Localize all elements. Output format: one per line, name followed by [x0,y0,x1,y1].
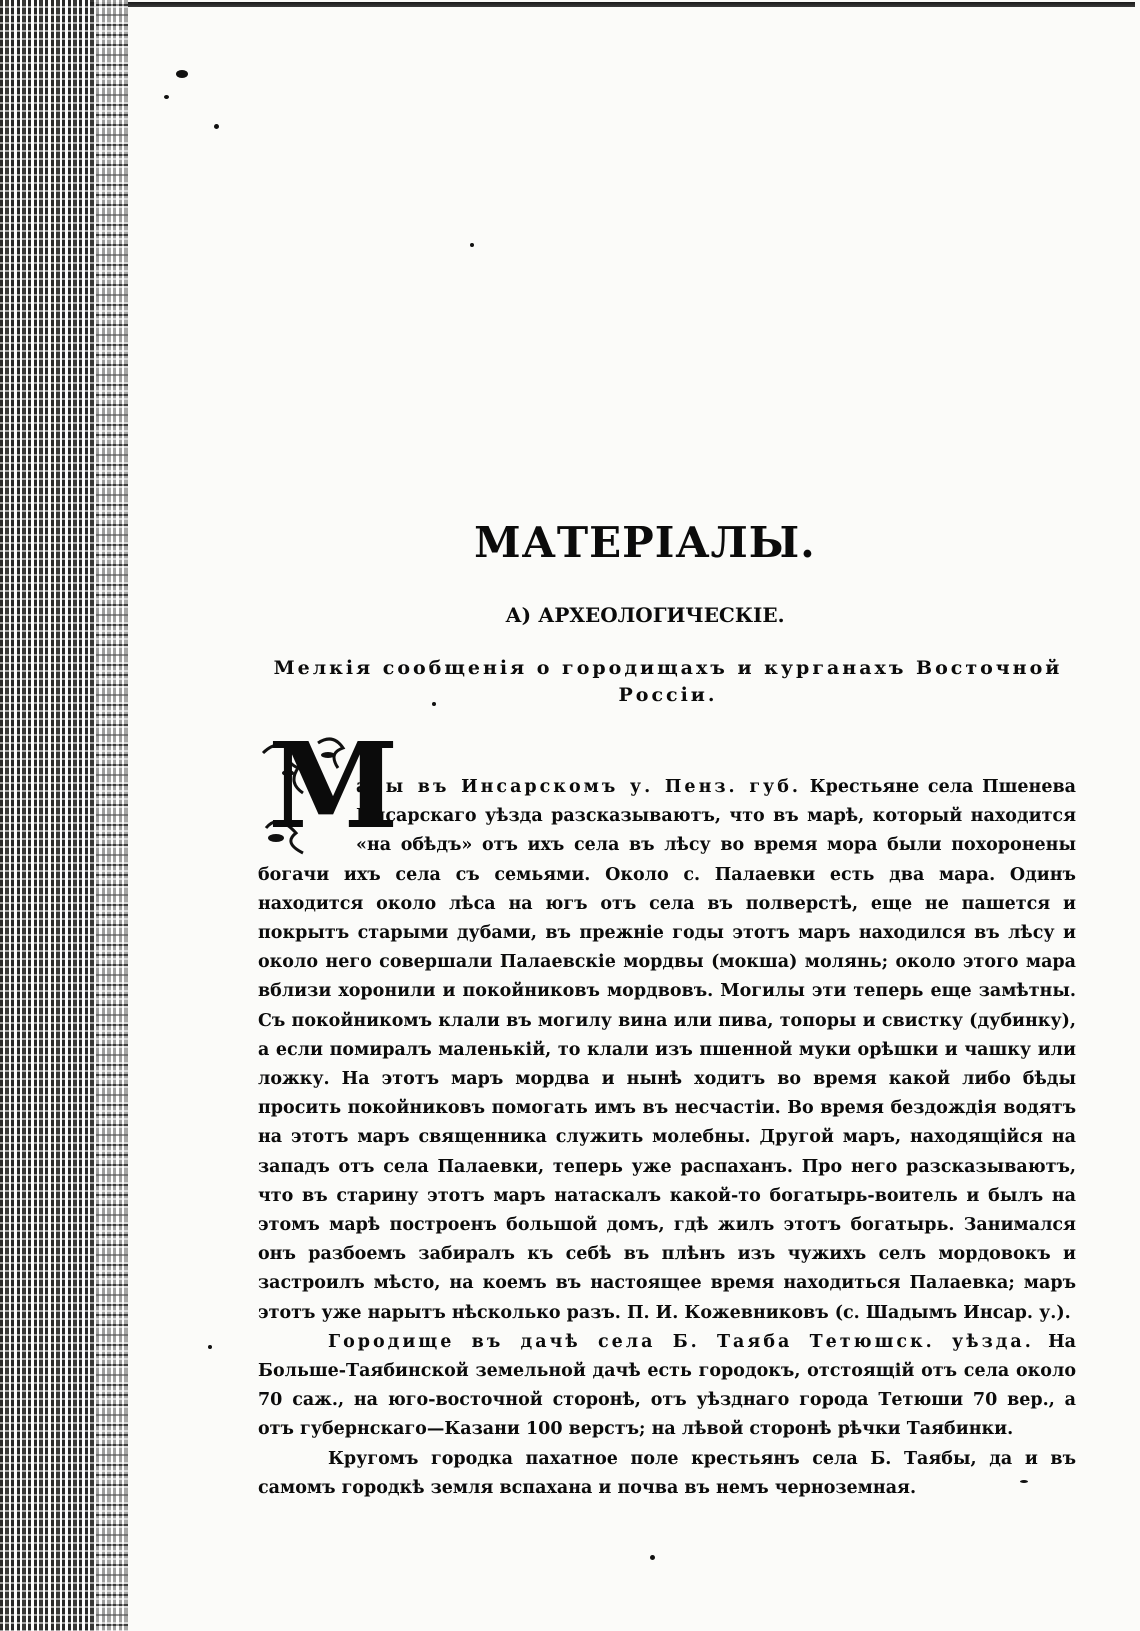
paragraph-1 [258,716,1076,1328]
top-edge-rule [90,2,1135,7]
decorative-initial [258,716,399,855]
main-title: МАТЕРІАЛЫ. [474,518,816,567]
scan-speck [164,95,169,99]
scan-speck [470,243,474,247]
binding-edge [96,0,128,1631]
scan-speck [650,1555,655,1560]
p1-text: Крестьяне села Пшенева Инсарскаго уѣзда разсказываютъ, что въ марѣ, который находится «на обѣдъ» отъ ихъ села въ лѣсу во время мора были похоронены богачи ихъ села съ семьями. Около с. Палаевки есть два мара. Одинъ находится около лѣса на югъ отъ села въ полверстѣ, еще не пашется и покрытъ старыми дубами, въ прежніе годы этотъ маръ находился въ лѣсу и около него совершали Палаевскіе мордвы (мокша) молянь; около этого мара вблизи хоронили и покойниковъ мордвовъ. Могилы эти теперь еще замѣтны. Съ покойникомъ клали въ могилу вина или пива, топоры и свистку (дубинку), а если помиралъ маленькій, то клали изъ пшенной муки орѣшки и чашку или ложку. На этотъ маръ мордва и нынѣ ходитъ во время какой либо бѣды просить покойниковъ помогать имъ въ несчастіи. Во время бездождія водятъ на этотъ маръ священника служить молебны. Другой маръ, находящійся на западъ отъ села Палаевки, теперь уже распаханъ. Про него разсказываютъ, что въ старину этотъ маръ натаскалъ какой-то богатырь-воитель и былъ на этомъ марѣ построенъ большой домъ, гдѣ жилъ этотъ богатырь. Занимался онъ разбоемъ забиралъ къ себѣ въ плѣнъ изъ чужихъ селъ мордовокъ и застроилъ мѣсто, на коемъ въ настоящее время находиться Палаевка; маръ этотъ уже нарытъ нѣсколько разъ. П. И. Кожевниковъ (с. Шадымъ Инсар. у.). [258,777,1076,1323]
p2-text: На Больше-Таябинской земельной дачѣ есть городокъ, отстоящій отъ села около 70 саж., на юго-восточной сторонѣ, отъ уѣзднаго города Тетюши 70 вер., а отъ губернскаго—Казани 100 верстъ; на лѣвой сторонѣ рѣчки Таябинки. [258,1331,1077,1440]
scan-speck [176,70,188,78]
paragraph-2 [258,1328,1076,1445]
p2-lead: Городище въ дачѣ села Б. Таяба Тетюшск. уѣзда. [328,1331,1034,1352]
dropcap-letter: М [268,716,399,855]
article-body [258,716,1077,1503]
article-title: Мелкія сообщенія о городищахъ и курганахъ Восточной Россіи. [273,657,1063,706]
scan-speck [214,124,219,129]
scan-speck [208,1345,212,1349]
paragraph-3: Кругомъ городка пахатное поле крестьянъ села Б. Таябы, да и въ самомъ городкѣ земля вспахана и почва въ немъ черноземная. [258,1448,1076,1498]
p1-lead: ары въ Инсарскомъ у. Пенз. губ. [356,777,802,797]
section-title: А) АРХЕОЛОГИЧЕСКІЕ. [505,603,785,627]
